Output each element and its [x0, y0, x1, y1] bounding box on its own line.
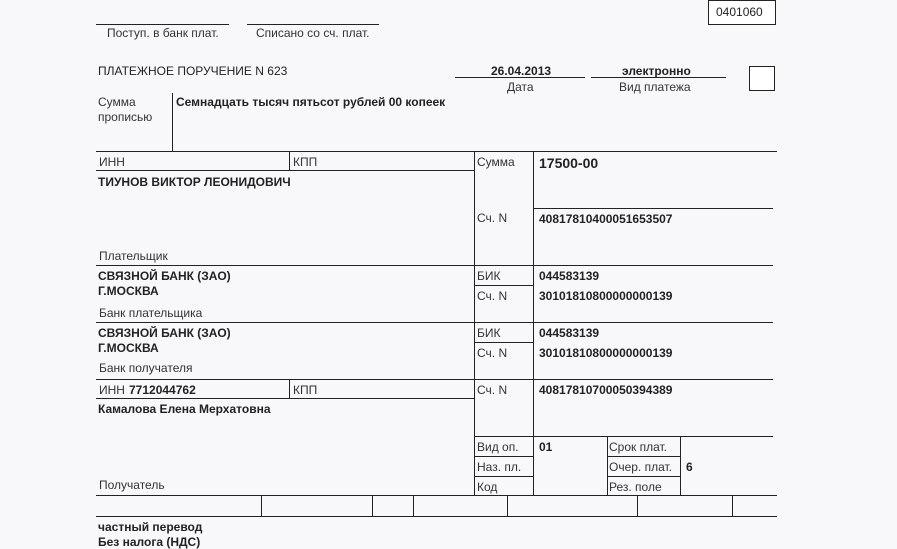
payer-kpp-label: КПП [293, 155, 318, 169]
reserve-label: Рез. поле [609, 480, 662, 494]
payment-type-line [591, 77, 726, 78]
grid-line [607, 476, 680, 477]
grid-line [289, 151, 290, 170]
grid-line [474, 476, 533, 477]
grid-line [732, 495, 733, 516]
payment-date: 26.04.2013 [491, 64, 552, 78]
payee-label: Получатель [99, 478, 165, 492]
queue-value: 6 [686, 460, 693, 474]
payee-bank-acc: 30101810800000000139 [539, 346, 673, 360]
payee-bank-name: СВЯЗНОЙ БАНК (ЗАО) [98, 326, 231, 340]
grid-line [96, 516, 777, 517]
payee-kpp-label: КПП [293, 383, 318, 397]
grid-line [289, 379, 290, 398]
payer-bank-bik: 044583139 [539, 269, 600, 283]
queue-label: Очер. плат. [609, 460, 673, 474]
payer-account-label: Сч. N [477, 211, 508, 225]
grid-line [96, 398, 474, 399]
purpose-code-label: Наз. пл. [477, 460, 522, 474]
grid-line [96, 322, 773, 323]
amount-words-label-2: прописью [98, 110, 153, 124]
grid-line [413, 495, 414, 516]
payer-bank-label: Банк плательщика [99, 306, 203, 320]
grid-line [96, 265, 773, 266]
grid-line [680, 436, 681, 496]
grid-line [607, 436, 608, 496]
payer-bank-name: СВЯЗНОЙ БАНК (ЗАО) [98, 269, 231, 283]
grid-line [96, 379, 773, 380]
op-type: 01 [539, 440, 553, 454]
term-label: Срок плат. [609, 440, 668, 454]
debited-date-line [247, 24, 379, 25]
payer-bank-bik-label: БИК [477, 269, 501, 283]
page-title: ПЛАТЕЖНОЕ ПОРУЧЕНИЕ N 623 [98, 64, 288, 78]
grid-line [261, 495, 262, 516]
grid-line [507, 495, 508, 516]
date-line [455, 77, 585, 78]
grid-line [533, 151, 534, 496]
debited-label: Списано со сч. плат. [256, 26, 370, 40]
payee-bank-label: Банк получателя [99, 361, 193, 375]
grid-line [96, 151, 777, 152]
payee-account: 40817810700050394389 [539, 383, 673, 397]
grid-line [474, 285, 533, 286]
op-type-label: Вид оп. [477, 440, 519, 454]
amount-words: Семнадцать тысяч пятьсот рублей 00 копеек [176, 95, 446, 109]
code-label: Код [477, 480, 498, 494]
purpose-line-1: частный перевод [98, 520, 203, 534]
grid-line [607, 456, 680, 457]
payee-bank-bik-label: БИК [477, 326, 501, 340]
grid-line [533, 208, 773, 209]
received-label: Поступ. в банк плат. [107, 26, 219, 40]
grid-line [96, 495, 777, 496]
payee-bank-bik: 044583139 [539, 326, 600, 340]
received-date-line [96, 24, 229, 25]
payee-bank-acc-label: Сч. N [477, 346, 508, 360]
amount-label: Сумма [477, 155, 515, 169]
payer-bank-city: Г.МОСКВА [98, 284, 159, 298]
form-code: 0401060 [716, 5, 763, 19]
grid-line [474, 151, 475, 496]
payer-label: Плательщик [99, 249, 168, 263]
payee-inn-label: ИНН [99, 383, 125, 397]
grid-line [96, 170, 474, 171]
payee-name: Камалова Елена Мерхатовна [98, 402, 271, 416]
amount-words-divider [172, 93, 173, 152]
payer-bank-acc: 30101810800000000139 [539, 289, 673, 303]
grid-line [474, 342, 533, 343]
payer-bank-acc-label: Сч. N [477, 289, 508, 303]
amount-value: 17500-00 [539, 155, 599, 171]
payment-type: электронно [622, 64, 691, 78]
payer-name: ТИУНОВ ВИКТОР ЛЕОНИДОВИЧ [98, 175, 291, 189]
date-label: Дата [507, 80, 534, 94]
payee-account-label: Сч. N [477, 383, 508, 397]
grid-line [637, 495, 638, 516]
grid-line [372, 495, 373, 516]
payee-inn: 7712044762 [129, 383, 196, 397]
payee-bank-city: Г.МОСКВА [98, 341, 159, 355]
purpose-line-2: Без налога (НДС) [98, 535, 201, 549]
payer-inn-label: ИНН [99, 155, 125, 169]
payment-type-label: Вид платежа [619, 80, 691, 94]
grid-line [474, 456, 533, 457]
status-checkbox [749, 66, 775, 91]
payer-account: 40817810400051653507 [539, 212, 673, 226]
grid-line [474, 436, 773, 437]
amount-words-label-1: Сумма [98, 95, 136, 109]
